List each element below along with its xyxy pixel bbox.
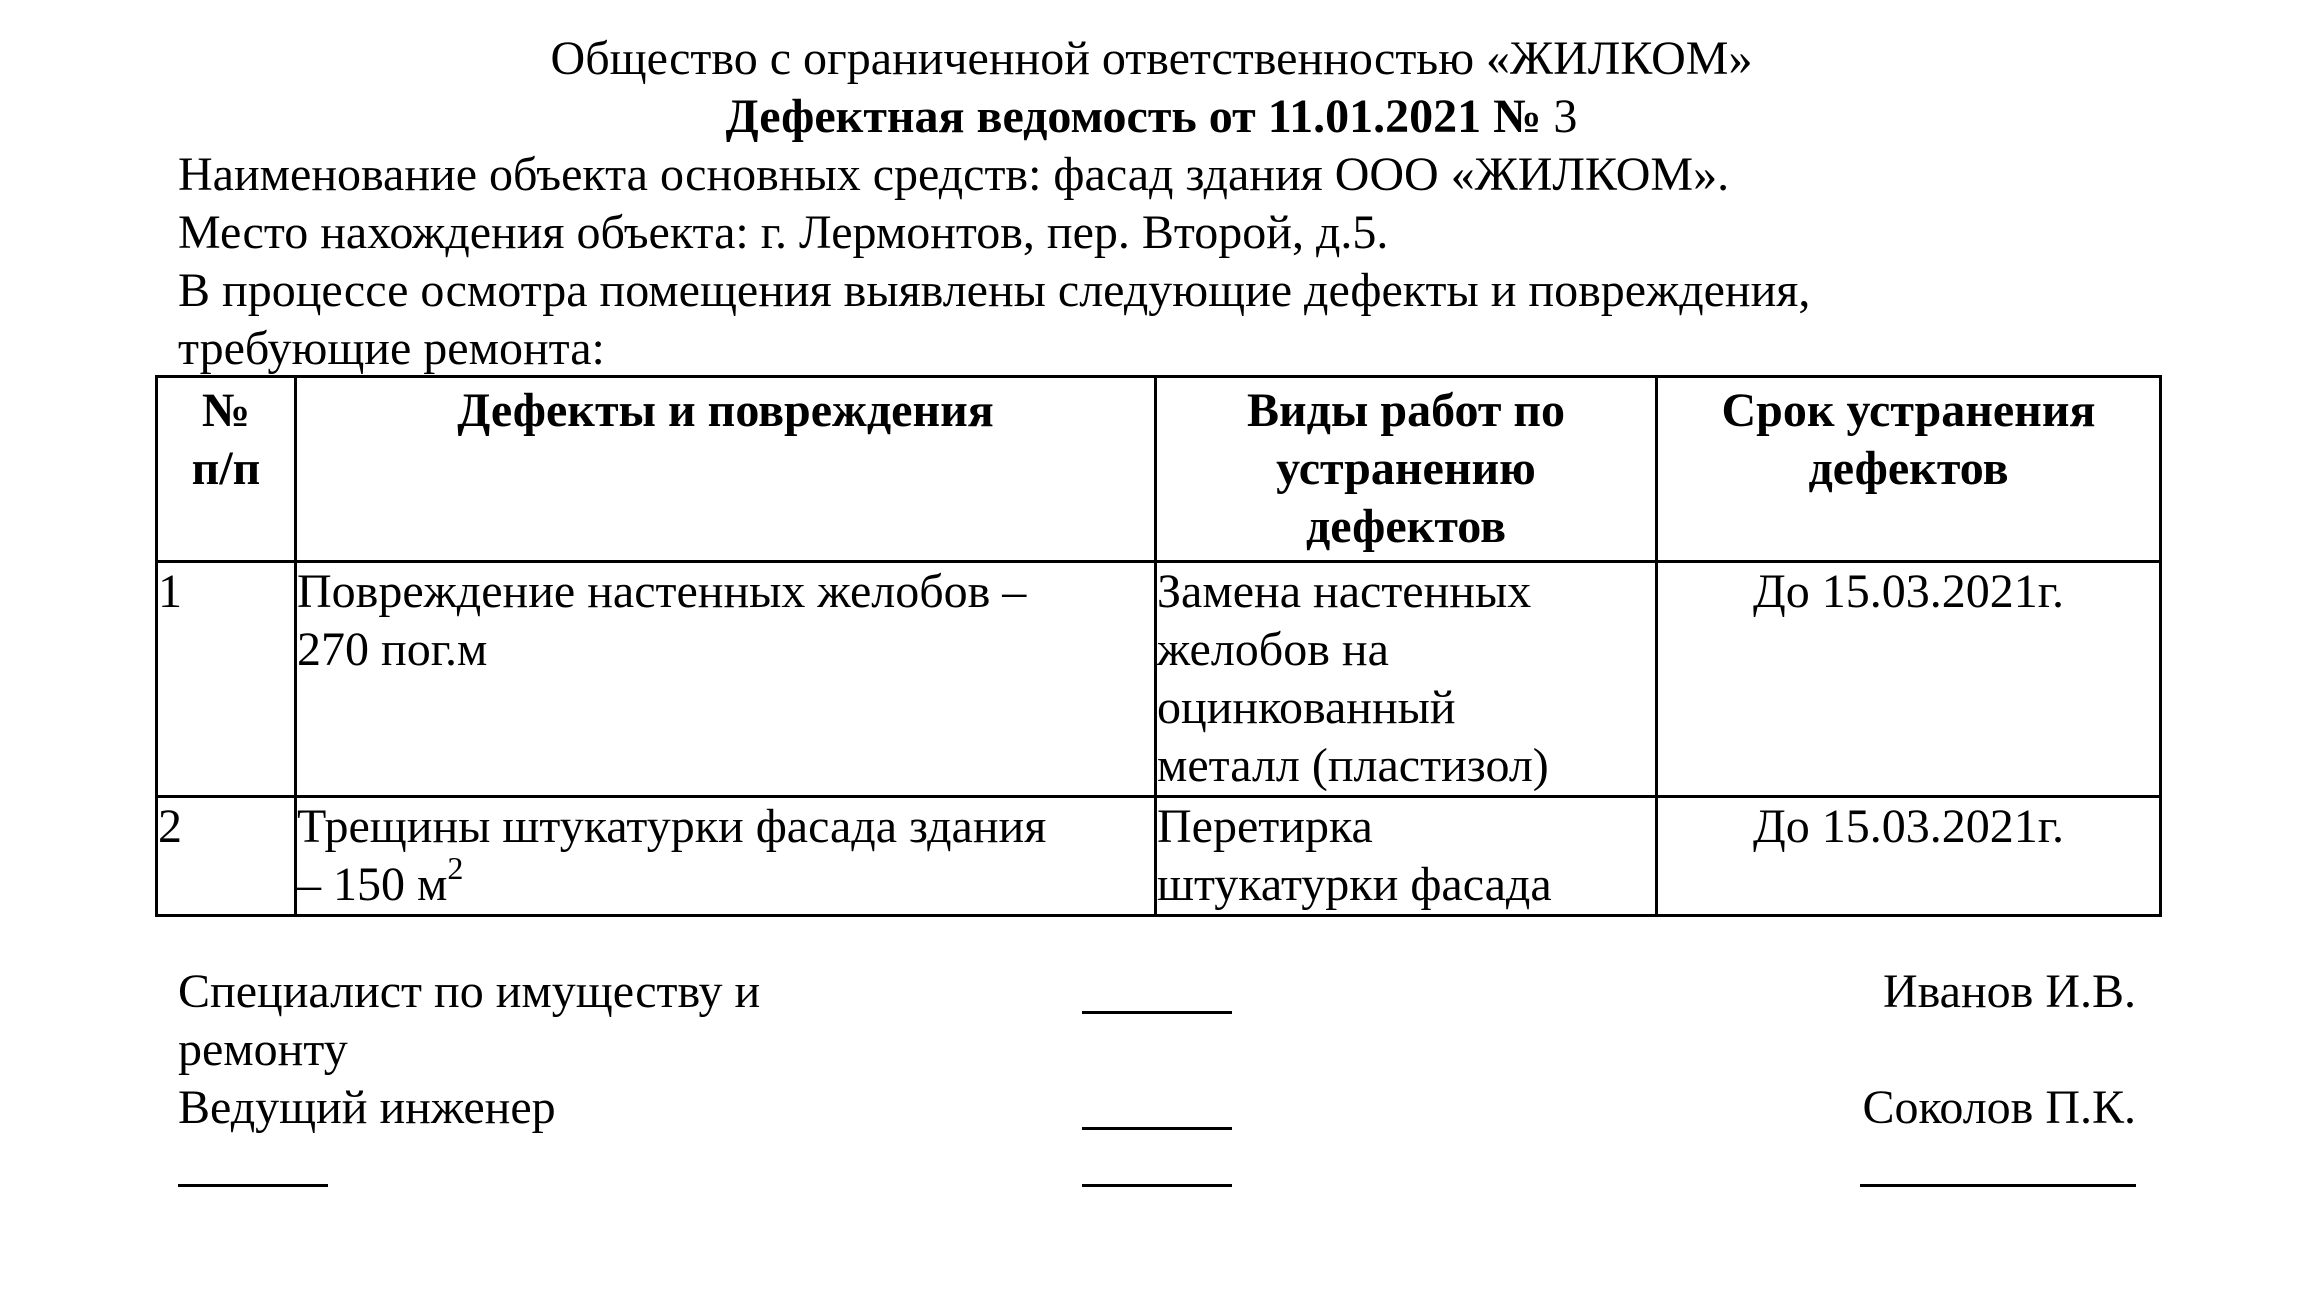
header-num-line2: п/п <box>191 442 261 495</box>
intro-text-line2: требующие ремонта: <box>178 322 605 375</box>
object-name: Наименование объекта основных средств: фасад здания ООО «ЖИЛКОМ». <box>178 148 1730 201</box>
table-row <box>157 797 2161 916</box>
intro-text-line1: В процессе осмотра помещения выявлены следующие дефекты и повреждения, <box>178 264 1811 317</box>
row1-work-line3: оцинкованный <box>1157 681 1456 734</box>
header-term-line2: дефектов <box>1808 442 2009 495</box>
row1-defect-line1: Повреждение настенных желобов – <box>297 565 1027 618</box>
row2-work-line1: Перетирка <box>1157 800 1373 853</box>
row2-work-line2: штукатурки фасада <box>1157 858 1552 911</box>
defects-table <box>155 375 2162 917</box>
row1-term: До 15.03.2021г. <box>1657 562 2161 797</box>
table-row <box>157 562 2161 797</box>
row1-work <box>1156 562 1657 797</box>
row1-work-line2: желобов на <box>1157 623 1389 676</box>
engineer-title: Ведущий инженер <box>178 1081 556 1134</box>
specialist-title-line1: Специалист по имуществу и <box>178 965 761 1018</box>
header-works-line2: устранению <box>1276 442 1536 495</box>
header-term <box>1657 377 2161 562</box>
engineer-name: Соколов П.К. <box>1862 1081 2136 1134</box>
header-defects-line1: Дефекты и повреждения <box>457 384 994 437</box>
header-works <box>1156 377 1657 562</box>
row1-defect-line2: 270 пог.м <box>297 623 488 676</box>
third-name-blank-line <box>1860 1184 2136 1187</box>
organization-name: Общество с ограниченной ответственностью «ЖИЛКОМ» <box>550 32 1753 85</box>
third-signature-line <box>1082 1184 1232 1187</box>
row1-work-line4: металл (пластизол) <box>1157 739 1549 792</box>
row2-work <box>1156 797 1657 916</box>
engineer-signature-line <box>1082 1127 1232 1130</box>
specialist-signature-line <box>1082 1011 1232 1014</box>
row1-defect <box>296 562 1156 797</box>
row1-num: 1 <box>157 562 296 797</box>
row2-num: 2 <box>157 797 296 916</box>
header-defects <box>296 377 1156 562</box>
row2-term: До 15.03.2021г. <box>1657 797 2161 916</box>
header-works-line1: Виды работ по <box>1246 384 1566 437</box>
header-term-line1: Срок устранения <box>1721 384 2096 437</box>
document-title <box>0 88 2303 146</box>
specialist-name: Иванов И.В. <box>1882 965 2136 1018</box>
row2-defect-line1: Трещины штукатурки фасада здания <box>297 800 1047 853</box>
document-title-bold: Дефектная ведомость от 11.01.2021 № <box>725 90 1542 143</box>
row2-defect-line2: – 150 м <box>297 858 448 911</box>
document-number: 3 <box>1553 90 1578 143</box>
table-header-row <box>157 377 2161 562</box>
row2-defect-superscript: 2 <box>447 850 464 886</box>
row2-defect-line2-wrap <box>297 850 1154 914</box>
header-num <box>157 377 296 562</box>
header-works-line3: дефектов <box>1305 500 1506 553</box>
specialist-title-line2: ремонту <box>178 1023 348 1076</box>
row1-work-line1: Замена настенных <box>1157 565 1532 618</box>
header-num-line1: № <box>201 384 251 437</box>
row2-defect <box>296 797 1156 916</box>
object-location: Место нахождения объекта: г. Лермонтов, пер. Второй, д.5. <box>178 206 1389 259</box>
date-blank-line <box>178 1184 328 1187</box>
